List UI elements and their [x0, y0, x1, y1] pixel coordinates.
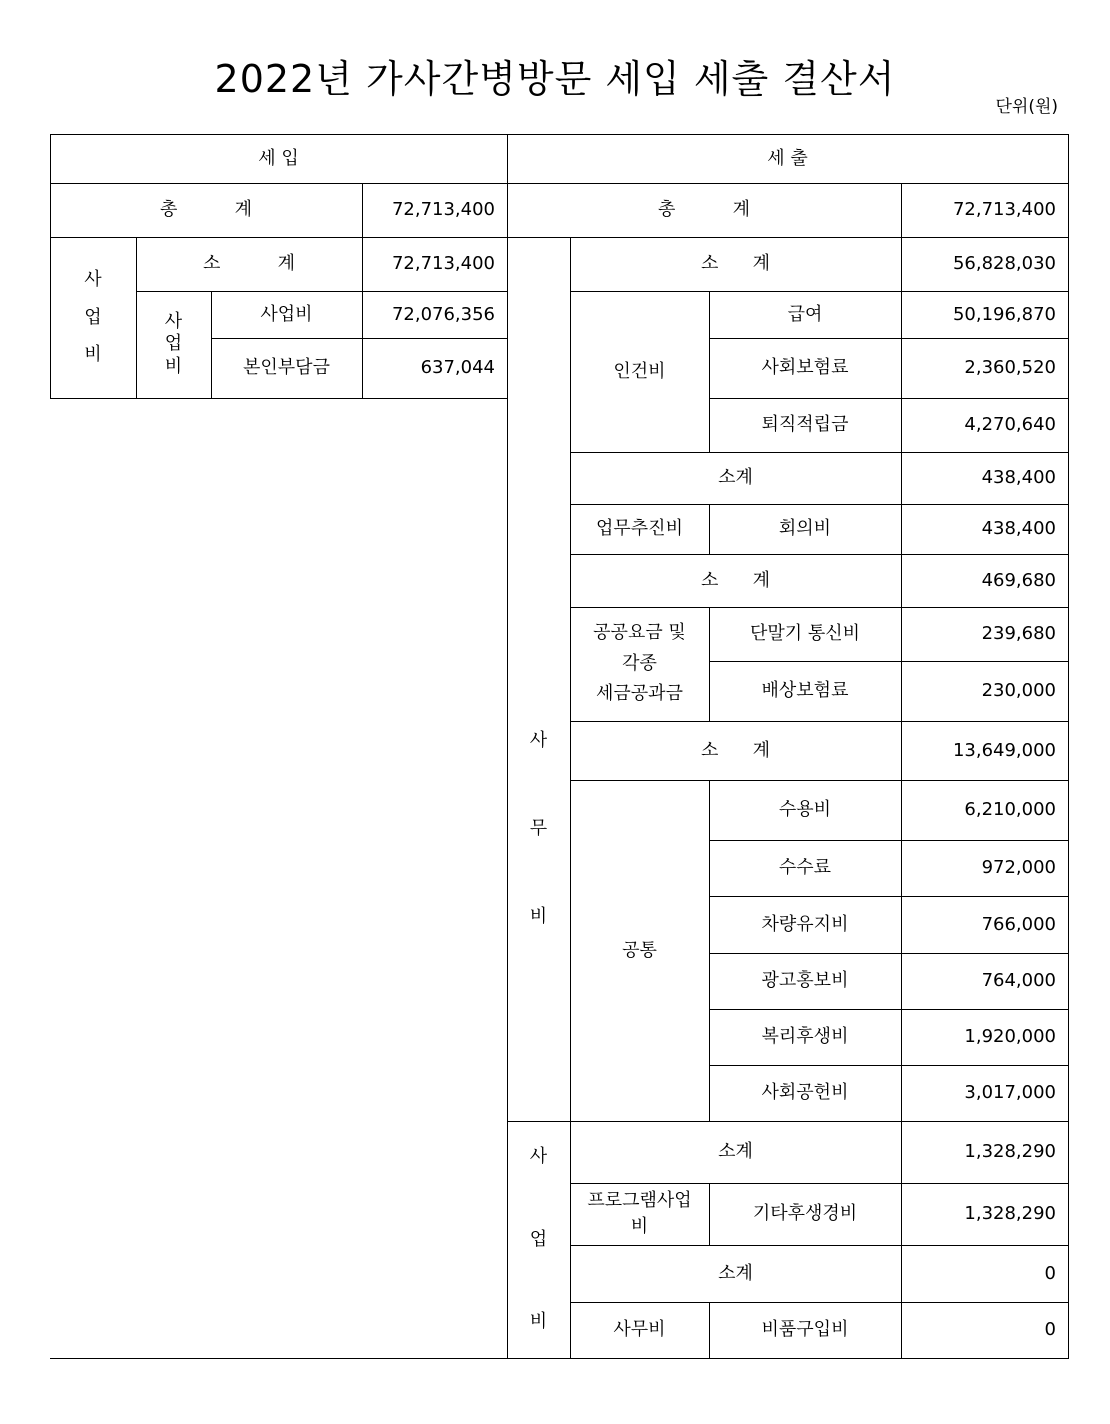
utility-label	[570, 607, 709, 721]
expense-item-value: 0	[1044, 1319, 1056, 1341]
project-office-label: 사무비	[613, 1319, 666, 1341]
expense-item-label: 회의비	[778, 518, 832, 540]
income-header: 세 입	[258, 147, 299, 169]
expense-total-value: 72,713,400	[952, 199, 1056, 221]
expense-item-value: 1,920,000	[964, 1026, 1056, 1048]
income-total-label: 총 계	[160, 199, 252, 221]
expense-project-label-char: 사	[529, 1146, 548, 1167]
expense-item-value: 6,210,000	[964, 799, 1056, 821]
income-subtotal-value: 72,713,400	[391, 253, 495, 275]
expense-item-label: 차량유지비	[761, 913, 849, 935]
utility-label-line: 공공요금 및	[593, 622, 686, 644]
expense-total-label: 총 계	[658, 199, 750, 221]
expense-office-label-char: 무	[529, 818, 548, 840]
program-label-line: 프로그램사업	[587, 1189, 692, 1211]
expense-item-label: 수용비	[778, 799, 832, 821]
expense-item-value: 50,196,870	[952, 303, 1056, 325]
income-group-label-char: 비	[84, 343, 102, 365]
expense-item-value: 1,328,290	[964, 1203, 1056, 1225]
expense-item-label: 사회보험료	[761, 357, 849, 379]
business-subtotal-label: 소계	[718, 467, 753, 489]
income-item-value: 72,076,356	[391, 303, 495, 325]
expense-item-value: 2,360,520	[964, 357, 1056, 379]
expense-office-label-char: 비	[529, 905, 548, 927]
expense-project-label-char: 업	[529, 1228, 548, 1250]
expense-item-value: 239,680	[981, 623, 1056, 645]
office-subtotal-label: 소 계	[700, 253, 771, 275]
program-subtotal-label: 소계	[718, 1141, 753, 1163]
expense-item-label: 복리후생비	[761, 1026, 849, 1048]
office-subtotal-value: 56,828,030	[952, 253, 1056, 275]
income-subgroup-label-char: 업	[164, 333, 183, 355]
income-item-label: 본인부담금	[243, 357, 330, 379]
income-subtotal-label: 소 계	[203, 253, 295, 275]
project-office-subtotal-value: 0	[1044, 1262, 1056, 1284]
income-group-label	[50, 237, 136, 398]
income-item-label: 사업비	[260, 303, 313, 325]
income-group-label-char: 업	[84, 306, 102, 328]
expense-item-label: 수수료	[778, 857, 832, 879]
business-label: 업무추진비	[596, 518, 683, 540]
income-subgroup-label	[136, 291, 211, 398]
expense-item-value: 3,017,000	[964, 1082, 1056, 1104]
expense-item-label: 퇴직적립금	[761, 414, 849, 436]
expense-item-label: 광고홍보비	[761, 970, 849, 992]
expense-item-value: 766,000	[981, 913, 1056, 935]
expense-item-label: 비품구입비	[761, 1319, 849, 1341]
expense-item-label: 기타후생경비	[752, 1203, 858, 1225]
program-subtotal-value: 1,328,290	[964, 1141, 1056, 1163]
expense-office-label-char: 사	[529, 730, 548, 752]
income-subgroup-label-char: 비	[164, 355, 183, 377]
income-subgroup-label-char: 사	[164, 310, 183, 332]
expense-item-value: 4,270,640	[964, 414, 1056, 436]
project-office-subtotal-label: 소계	[718, 1262, 753, 1284]
common-label: 공통	[622, 939, 657, 961]
expense-item-value: 764,000	[981, 970, 1056, 992]
utility-subtotal-label: 소 계	[700, 569, 771, 591]
income-item-value: 637,044	[420, 357, 495, 379]
unit-label: 단위(원)	[995, 97, 1058, 117]
expense-item-label: 배상보험료	[761, 680, 849, 702]
utility-label-line: 세금공과금	[596, 683, 683, 705]
utility-label-line: 각종	[622, 652, 657, 674]
expense-office-label	[507, 237, 570, 1121]
expense-project-label-char: 비	[529, 1311, 548, 1333]
business-subtotal-value: 438,400	[981, 467, 1056, 489]
expense-item-value: 438,400	[981, 518, 1056, 540]
expense-item-value: 230,000	[981, 680, 1056, 702]
income-total-value: 72,713,400	[391, 199, 495, 221]
document-title: 2022년 가사간병방문 세입 세출 결산서	[214, 57, 896, 101]
expense-header: 세 출	[767, 147, 808, 169]
expense-item-value: 972,000	[981, 857, 1056, 879]
program-label	[570, 1183, 709, 1245]
common-subtotal-label: 소 계	[700, 739, 771, 761]
expense-project-label	[507, 1121, 570, 1358]
expense-item-label: 사회공헌비	[761, 1082, 849, 1104]
personnel-label: 인건비	[613, 360, 666, 382]
income-group-label-char: 사	[84, 269, 102, 291]
utility-subtotal-value: 469,680	[981, 569, 1056, 591]
expense-item-label: 단말기 통신비	[749, 623, 861, 645]
expense-item-label: 급여	[787, 303, 823, 325]
common-subtotal-value: 13,649,000	[952, 739, 1056, 761]
program-label-line: 비	[630, 1216, 649, 1237]
